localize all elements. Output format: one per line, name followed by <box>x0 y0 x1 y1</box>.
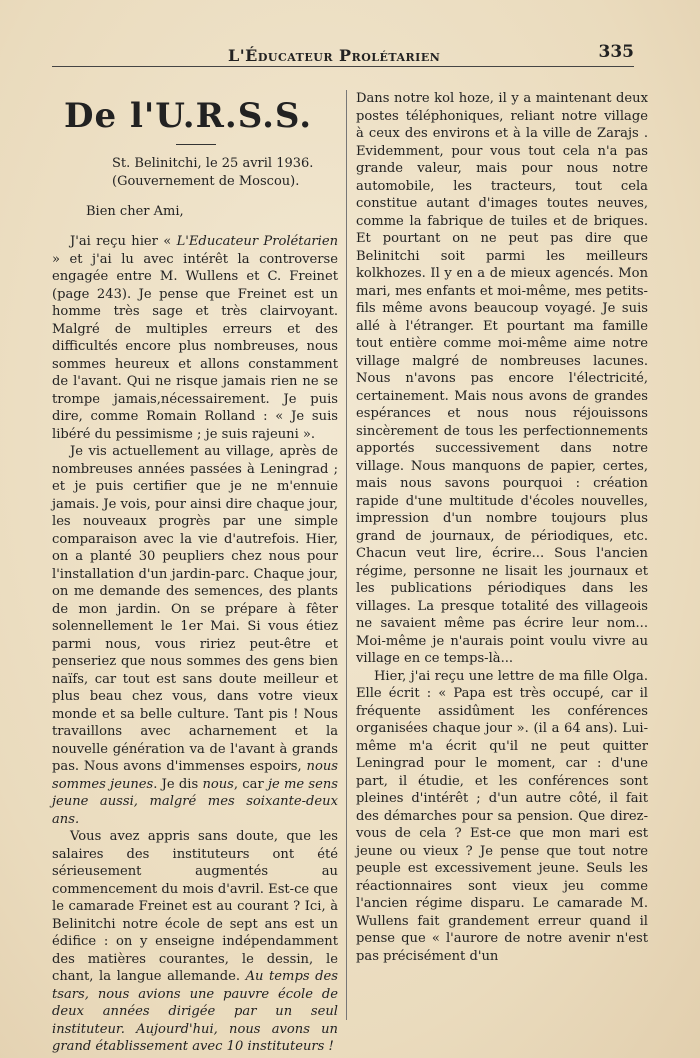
dateline-region: (Gouvernement de Moscou). <box>112 174 300 189</box>
paragraph-2-text-b: . Je dis <box>153 776 203 792</box>
paragraph-2-text-c: , car <box>233 776 268 792</box>
paragraph-3-continued <box>356 90 648 668</box>
article-title: De l'U.R.S.S. <box>64 96 313 136</box>
dateline-place-date: St. Belinitchi, le 25 avril 1936. <box>112 156 314 171</box>
paragraph-2-emphasis-2: nous <box>202 776 234 792</box>
paragraph-2-emphasis-3: je me sens jeune aussi, malgré mes soixante-deux ans. <box>52 776 338 827</box>
title-rule <box>176 144 216 145</box>
paragraph-2-text-a: Je vis actuellement au village, après de nombreuses années passées à Leningrad ; et je puis certifier que je ne m'ennuie jamais. Je vois, pour ainsi dire chaque jour, les nouveaux progrès par une simple comparaison avec la vie d'autrefois. Hier, on a planté 30 peupliers chez nous pour l'installation d'un jardin-parc. Chaque jour, on me demande des semences, des plants de mon jardin. On se prépare à fêter solennellement le 1er Mai. Si vous étiez parmi nous, vous ririez peut-être et penseriez que nous sommes des gens bien naïfs, car tout est sans doute meilleur et plus beau chez vous, dans votre vieux monde et sa belle culture. Tant pis ! Nous travaillons avec acharnement et la nouvelle génération va de l'avant à grands pas. Nous avons d'immenses espoirs, <box>52 444 339 774</box>
greeting: Bien cher Ami, <box>86 204 184 219</box>
left-column <box>52 90 339 1054</box>
paragraph-1-emphasis: L'Educateur Prolétarien <box>176 234 339 249</box>
paragraph-1 <box>52 233 338 443</box>
paragraph-4: Hier, j'ai reçu une lettre de ma fille Olga. Elle écrit : « Papa est très occupé, car il fréquente assidûment les conférences organisées chaque jour ». (il a 64 ans). Lui-même m'a écrit qu'il ne peut quitter Leningrad pour le moment, car : d'une part, il étudie, et les conférences sont pleines d'intérêt ; d'un autre côté, il fait des démarches pour sa pension. Que direz-vous de cela ? Est-ce que mon mari est jeune ou vieux ? Je pense que tout notre peuple est excessivement jeune. Seuls les réactionnaires sont vieux jeu comme l'ancien régime disparu. Le camarade M. Wullens fait grandement erreur quand il pense que « l'aurore de notre avenir n'est pas précisément d'un <box>356 668 648 964</box>
paragraph-3-emphasis: Au temps des tsars, nous avions une pauvre école de deux années dirigée par un seul instituteur. Aujourd'hui, nous avons un grand établissement avec 10 instituteurs ! <box>52 969 338 1054</box>
journal-title: L'Éducateur Prolétarien <box>228 46 441 65</box>
paragraph-1-text-a: J'ai reçu hier « <box>70 234 177 249</box>
running-header <box>52 36 634 67</box>
paragraph-3-text-b: Dans notre kol hoze, il y a maintenant deux postes téléphoniques, reliant notre village à ceux des environs et à la ville de Zarajs . Evidemment, pour vous tout cela n'a pas grande valeur, mais pour nous notre automobile, les tracteurs, tout cela constitue autant d'images toutes neuves, comme la fabrique de tuiles et de briques. Et pourtant on ne peut pas dire que Belinitchi soit parmi les meilleurs kolkhozes. Il y en a de mieux agencés. Mon mari, mes enfants et moi-même, mes petits-fils même avons beaucoup voyagé. Je suis allé à l'étranger. Et pourtant ma famille tout entière comme moi-même aime notre village malgré de nombreuses lacunes. Nous n'avons pas encore l'électricité, certainement. Mais nous avons de grandes espérances et nous nous réjouissons sincèrement de tous les perfectionnements apportés successivement dans notre village. Nous manquons de papier, certes, mais nous savons pourquoi : création rapide d'une multitude d'écoles nouvelles, impression d'un nombre toujours plus grand de journaux, de périodiques, etc. Chacun veut lire, écrire... Sous l'ancien régime, personne ne lisait les journaux et les publications périodiques dans les villages. La presque totalité des villageois ne savaient même pas écrire leur nom... Moi-même je n'aurais point voulu vivre au village en ce temps-là... <box>356 91 648 666</box>
paragraph-1-text-b: » et j'ai lu avec intérêt la controverse engagée entre M. Wullens et C. Freinet (page 243). Je pense que Freinet est un homme très sage et très clairvoyant. Malgré de multiples erreurs et des difficultés encore plus nombreuses, nous sommes heureux et allons constamment de l'avant. Qui ne risque jamais rien ne se trompe jamais,nécessairement. Je puis dire, comme Romain Rolland : « Je suis libéré du pessimisme ; je suis rajeuni ». <box>52 251 338 442</box>
paragraph-2 <box>52 443 338 828</box>
column-divider <box>346 90 347 1020</box>
page-number: 335 <box>598 42 634 62</box>
paragraph-3 <box>52 828 338 1056</box>
right-column <box>356 90 648 1030</box>
paragraph-3-text-a: Vous avez appris sans doute, que les salaires des instituteurs ont été sérieusement augmentés au commencement du mois d'avril. Est-ce que le camarade Freinet est au courant ? Ici, à Belinitchi notre école de sept ans est un édifice : on y enseigne indépendamment des matières courantes, le dessin, le chant, la langue allemande. <box>52 829 338 984</box>
paragraph-2-emphasis-1: nous sommes jeunes <box>52 759 338 792</box>
